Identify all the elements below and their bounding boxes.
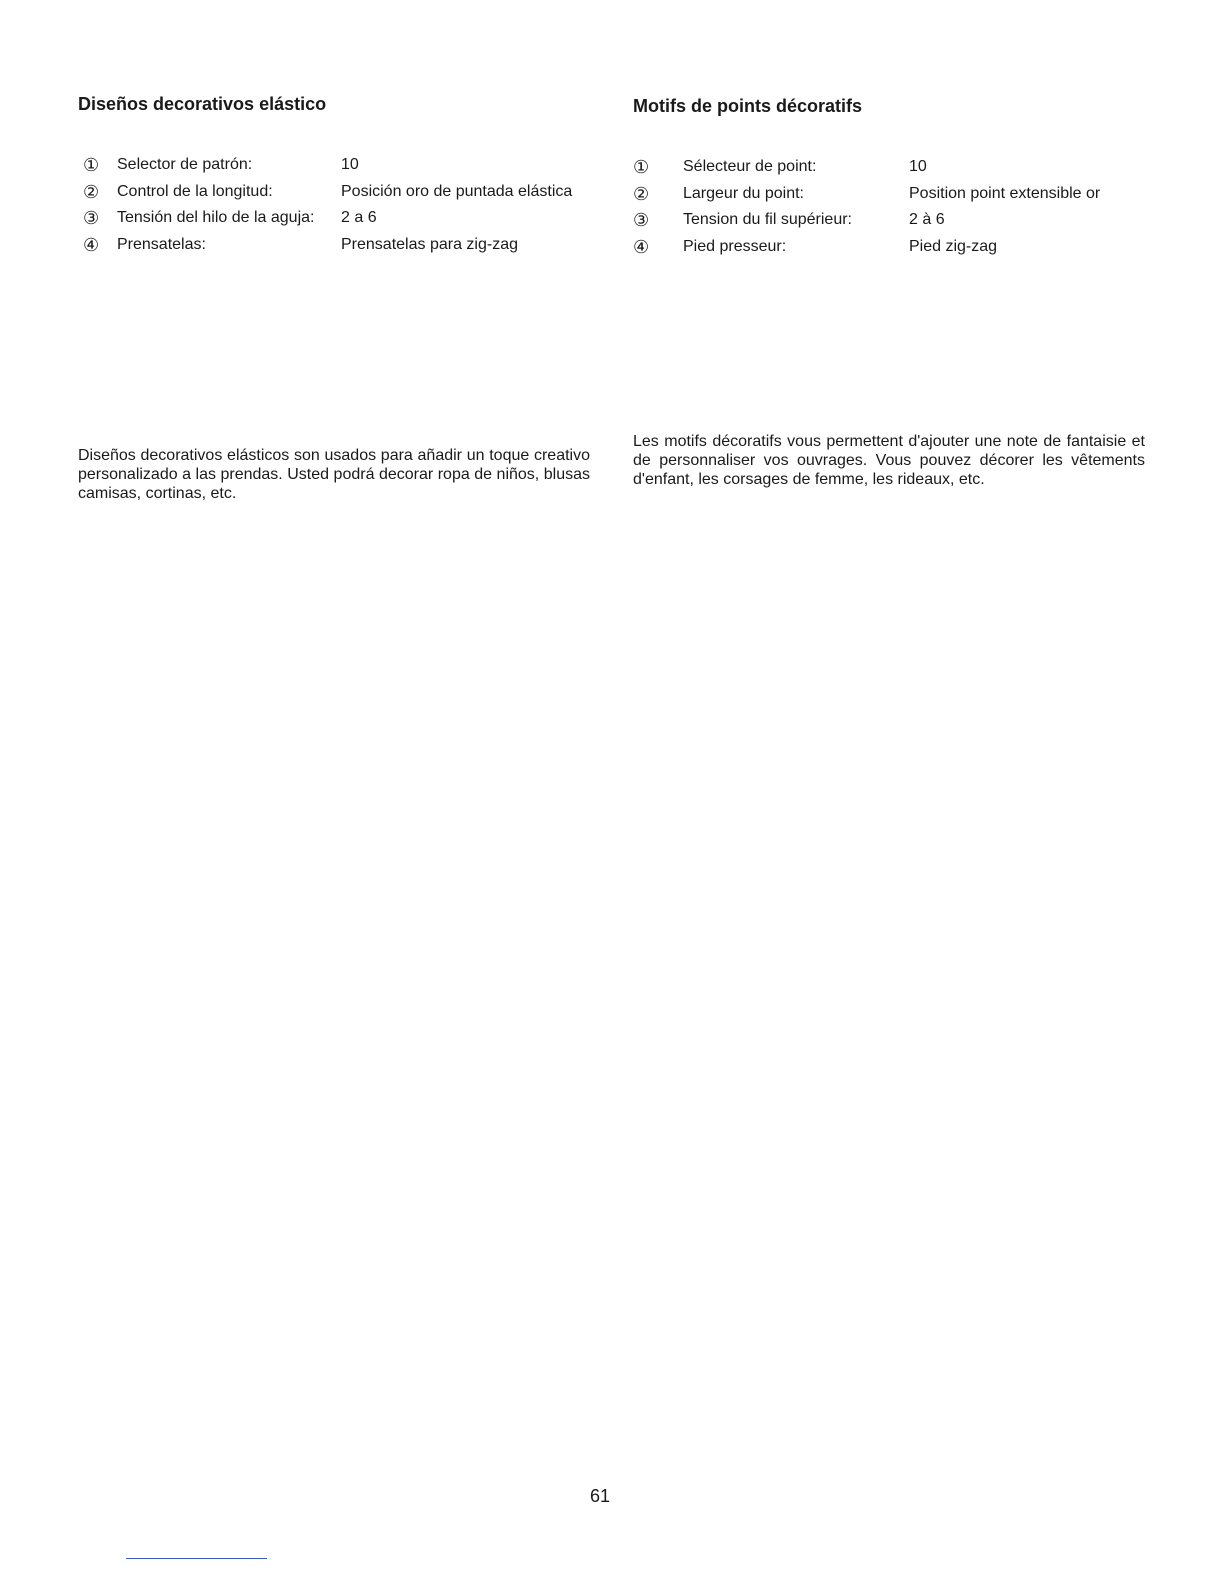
footer-divider [126,1558,267,1559]
setting-label: Pied presseur: [683,237,787,255]
setting-value: 10 [909,158,927,175]
setting-label: Tensión del hilo de la aguja: [117,209,315,226]
circled-number-4: ④ [83,234,100,255]
circled-number-4: ④ [633,236,650,257]
circled-number-1: ① [633,157,650,177]
circled-number-2: ② [633,183,650,204]
setting-value: 10 [341,156,359,173]
setting-value: 2 à 6 [909,211,945,228]
circled-number-3: ③ [633,210,650,230]
french-setting-row [633,154,1153,181]
page-number: 61 [589,1486,611,1506]
spanish-settings-list [78,152,598,258]
spanish-setting-row [78,152,598,179]
spanish-setting-row [78,205,598,232]
spanish-setting-row [78,232,598,259]
spanish-description: Diseños decorativos elásticos son usados para añadir un toque creativo personalizado a las prendas. Usted podrá decorar ropa de niños, blusas camisas, cortinas, etc. [78,447,590,502]
setting-value: Prensatelas para zig-zag [341,235,518,253]
french-setting-row [633,181,1153,208]
setting-label: Selector de patrón: [117,156,253,173]
french-setting-row [633,234,1153,261]
spanish-heading: Diseños decorativos elástico [78,94,327,114]
circled-number-1: ① [83,155,100,175]
setting-value: Posición oro de puntada elástica [341,182,573,200]
spanish-setting-row [78,179,598,206]
setting-label: Control de la longitud: [117,182,273,200]
french-description: Les motifs décoratifs vous permettent d'ajouter une note de fantaisie et de personnaliser vos ouvrages. Vous pouvez décorer les vêtements d'enfant, les corsages de femme, les rideaux, etc. [633,433,1145,488]
circled-number-3: ③ [83,208,100,228]
setting-label: Prensatelas: [117,235,206,253]
setting-value: Position point extensible or [909,184,1101,202]
setting-label: Tension du fil supérieur: [683,211,852,228]
circled-number-2: ② [83,181,100,202]
setting-label: Largeur du point: [683,184,804,202]
french-heading: Motifs de points décoratifs [633,96,863,116]
french-settings-list [633,154,1153,260]
setting-value: 2 a 6 [341,209,377,226]
french-setting-row [633,207,1153,234]
setting-value: Pied zig-zag [909,237,998,255]
setting-label: Sélecteur de point: [683,158,817,175]
